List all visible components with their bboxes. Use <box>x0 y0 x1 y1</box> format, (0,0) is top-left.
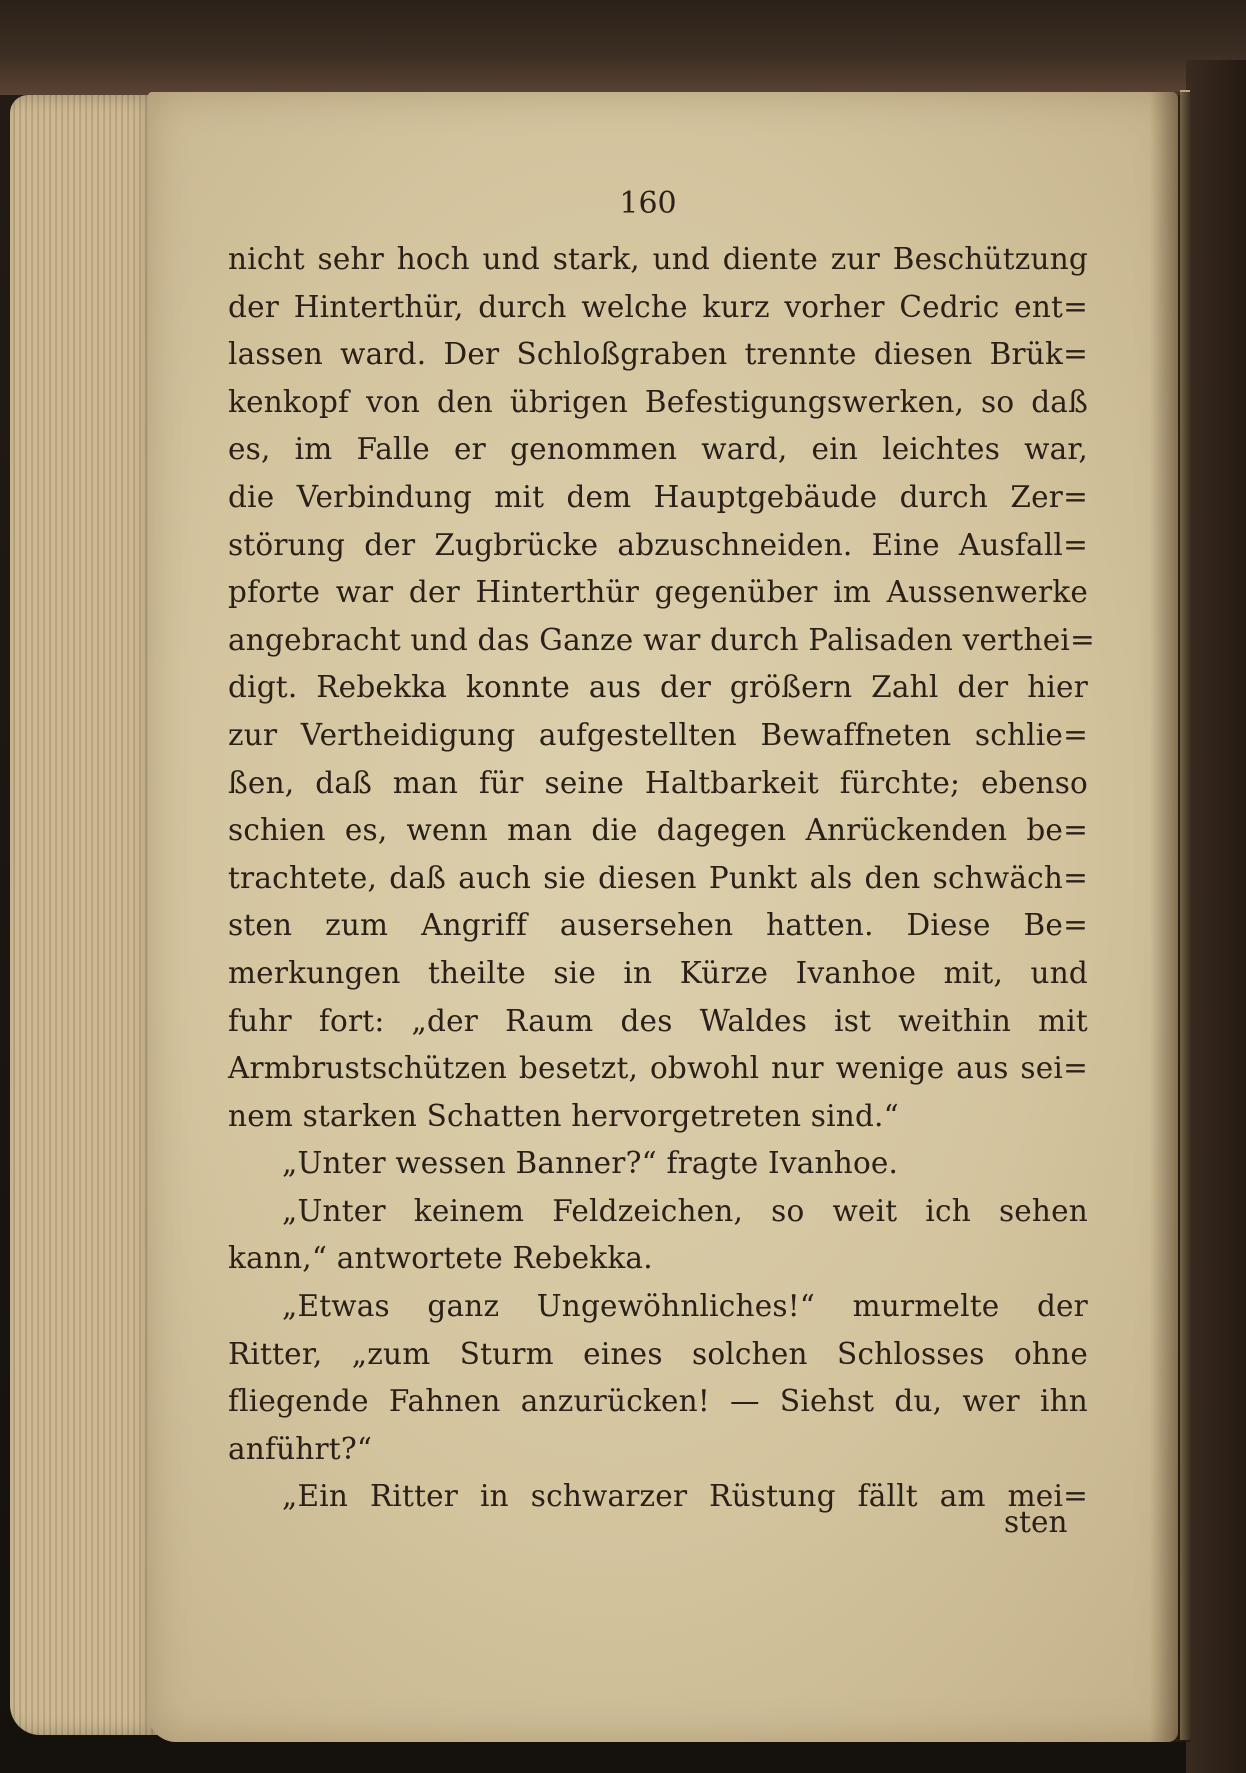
text-line: „Unter keinem Feldzeichen, so weit ich sehen <box>282 1193 1088 1228</box>
text-line: „Unter wessen Banner?“ fragte Ivanhoe. <box>282 1146 899 1181</box>
text-line: digt. Rebekka konnte aus der größern Zahl der hier <box>228 670 1088 705</box>
body-text <box>228 236 1095 1521</box>
text-line: nem starken Schatten hervorgetreten sind.“ <box>228 1098 899 1133</box>
text-line: Armbrustschützen besetzt, obwohl nur wenige aus sei= <box>228 1051 1088 1086</box>
text-line: fuhr fort: „der Raum des Waldes ist weithin mit <box>228 1003 1088 1038</box>
text-line: nicht sehr hoch und stark, und diente zur Beschützung <box>228 242 1088 276</box>
text-line: anführt?“ <box>228 1431 373 1466</box>
text-line: schien es, wenn man die dagegen Anrückenden be= <box>228 813 1088 848</box>
text-line: kenkopf von den übrigen Befestigungswerken, so daß <box>228 384 1088 419</box>
text-line: störung der Zugbrücke abzuschneiden. Eine Ausfall= <box>228 527 1088 562</box>
binding-gutter <box>1150 92 1190 1742</box>
text-line: „Etwas ganz Ungewöhnliches!“ murmelte der <box>282 1289 1088 1324</box>
text-line: der Hinterthür, durch welche kurz vorher Cedric ent= <box>228 289 1088 324</box>
text-line: sten zum Angriff ausersehen hatten. Diese Be= <box>228 908 1088 943</box>
text-line: angebracht und das Ganze war durch Palisaden verthei= <box>228 622 1095 657</box>
text-line: ßen, daß man für seine Haltbarkeit fürchte; ebenso <box>228 765 1088 800</box>
text-line: zur Vertheidigung aufgestellten Bewaffneten schlie= <box>228 717 1088 752</box>
text-line: pforte war der Hinterthür gegenüber im Aussenwerke <box>228 575 1088 610</box>
text-line: fliegende Fahnen anzurücken! — Siehst du, wer ihn <box>228 1384 1088 1419</box>
catchword: sten <box>1004 1505 1068 1539</box>
book-cover-right <box>1186 60 1246 1773</box>
page-edges <box>10 95 160 1735</box>
page-number: 160 <box>619 186 677 221</box>
book-cover-top <box>0 0 1246 95</box>
text-line: trachtete, daß auch sie diesen Punkt als den schwäch= <box>228 860 1088 895</box>
text-line: merkungen theilte sie in Kürze Ivanhoe mit, und <box>228 955 1088 990</box>
text-line: die Verbindung mit dem Hauptgebäude durch Zer= <box>228 479 1088 514</box>
text-line: kann,“ antwortete Rebekka. <box>228 1241 653 1276</box>
text-line: „Ein Ritter in schwarzer Rüstung fällt am mei= <box>282 1479 1088 1514</box>
text-line: lassen ward. Der Schloßgraben trennte diesen Brük= <box>228 337 1088 372</box>
text-line: Ritter, „zum Sturm eines solchen Schlosses ohne <box>228 1336 1088 1371</box>
text-line: es, im Falle er genommen ward, ein leichtes war, <box>228 432 1088 467</box>
